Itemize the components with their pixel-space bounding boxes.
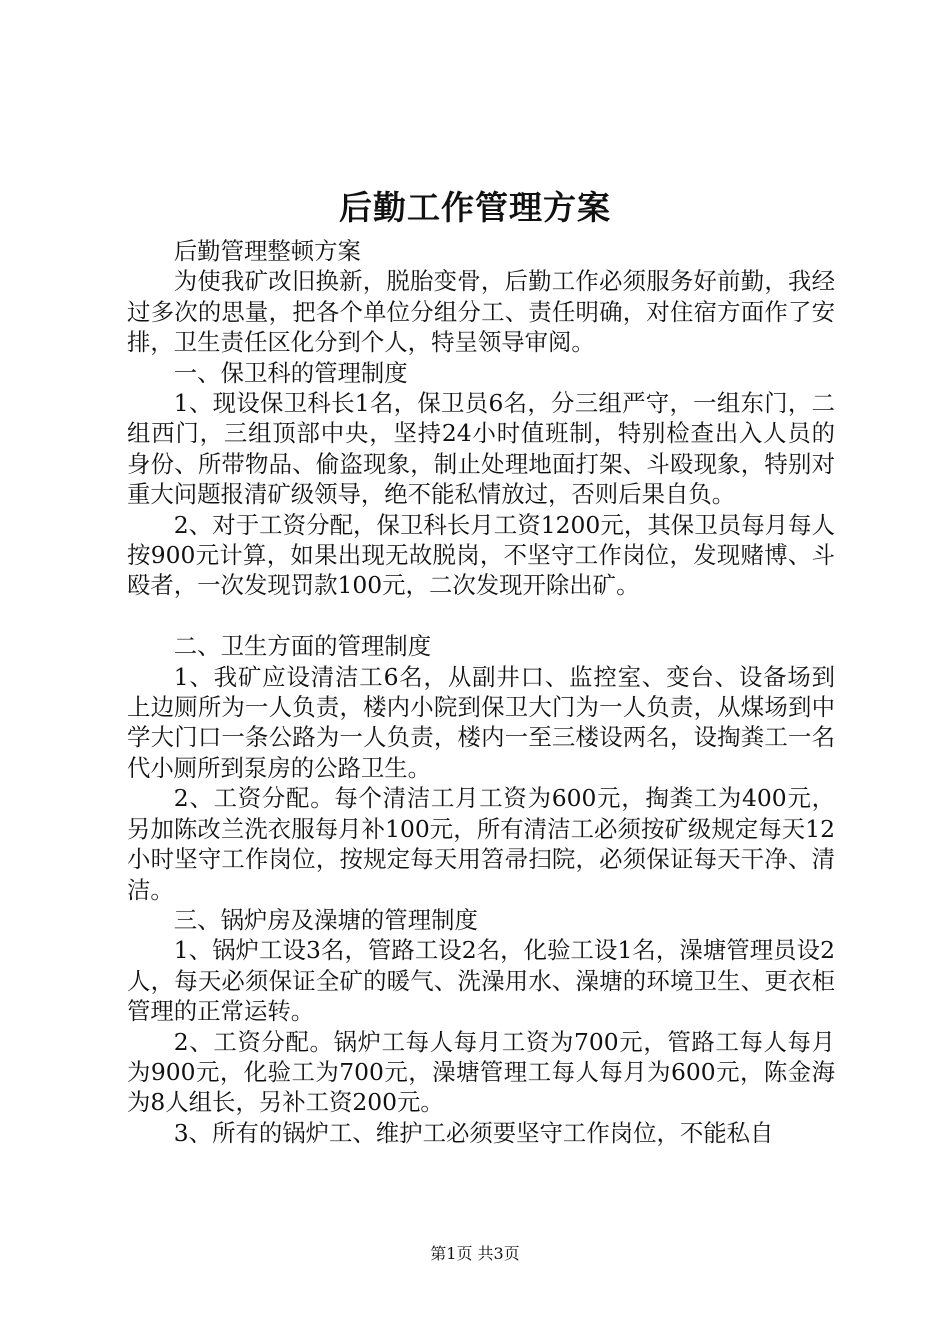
document-title: 后勤工作管理方案 [339, 188, 611, 227]
paragraph-sanitation-2: 2、工资分配。每个清洁工月工资为600元，掏粪工为400元，另加陈改兰洗衣服每月补100元，所有清洁工必须按矿级规定每天12小时坚守工作岗位，按规定每天用笤帚扫院，必须保证每天干净、清洁。 [127, 784, 835, 904]
paragraph-sanitation-1: 1、我矿应设清洁工6名，从副井口、监控室、变台、设备场到上边厕所为一人负责，楼内小院到保卫大门为一人负责，从煤场到中学大门口一条公路为一人负责，楼内一至三楼设两名，设掏粪工一名代小厕所到泵房的公路卫生。 [127, 662, 835, 782]
paragraph-subtitle: 后勤管理整顿方案 [173, 237, 361, 265]
document-body [127, 236, 835, 1148]
section-heading-sanitation: 二、卫生方面的管理制度 [173, 632, 432, 661]
section-heading-boiler: 三、锅炉房及澡塘的管理制度 [173, 905, 478, 934]
paragraph-spacer [127, 601, 835, 631]
paragraph-boiler-1: 1、锅炉工设3名，管路工设2名，化验工设1名，澡塘管理员设2人，每天必须保证全矿的暖气、洗澡用水、澡塘的环境卫生、更衣柜管理的正常运转。 [127, 936, 835, 1026]
paragraph-intro: 为使我矿改旧换新，脱胎变骨，后勤工作必须服务好前勤，我经过多次的思量，把各个单位分组分工、责任明确，对住宿方面作了安排，卫生责任区化分到个人，特呈领导审阅。 [127, 267, 835, 357]
paragraph-security-2: 2、对于工资分配，保卫科长月工资1200元，其保卫员每月每人按900元计算，如果出现无故脱岗，不坚守工作岗位，发现赌博、斗殴者，一次发现罚款100元，二次发现开除出矿。 [127, 510, 835, 600]
page-footer: 第1页 共3页 [430, 1244, 520, 1263]
paragraph-security-1: 1、现设保卫科长1名，保卫员6名，分三组严守，一组东门，二组西门，三组顶部中央，坚持24小时值班制，特别检查出入人员的身份、所带物品、偷盗现象，制止处理地面打架、斗殴现象，特别对重大问题报清矿级领导，绝不能私情放过，否则后果自负。 [127, 389, 835, 509]
paragraph-boiler-2: 2、工资分配。锅炉工每人每月工资为700元，管路工每人每月为900元，化验工为700元，澡塘管理工每人每月为600元，陈金海为8人组长，另补工资200元。 [127, 1027, 835, 1117]
section-heading-security: 一、保卫科的管理制度 [173, 358, 408, 387]
paragraph-boiler-3: 3、所有的锅炉工、维护工必须要坚守工作岗位，不能私自 [173, 1118, 774, 1147]
